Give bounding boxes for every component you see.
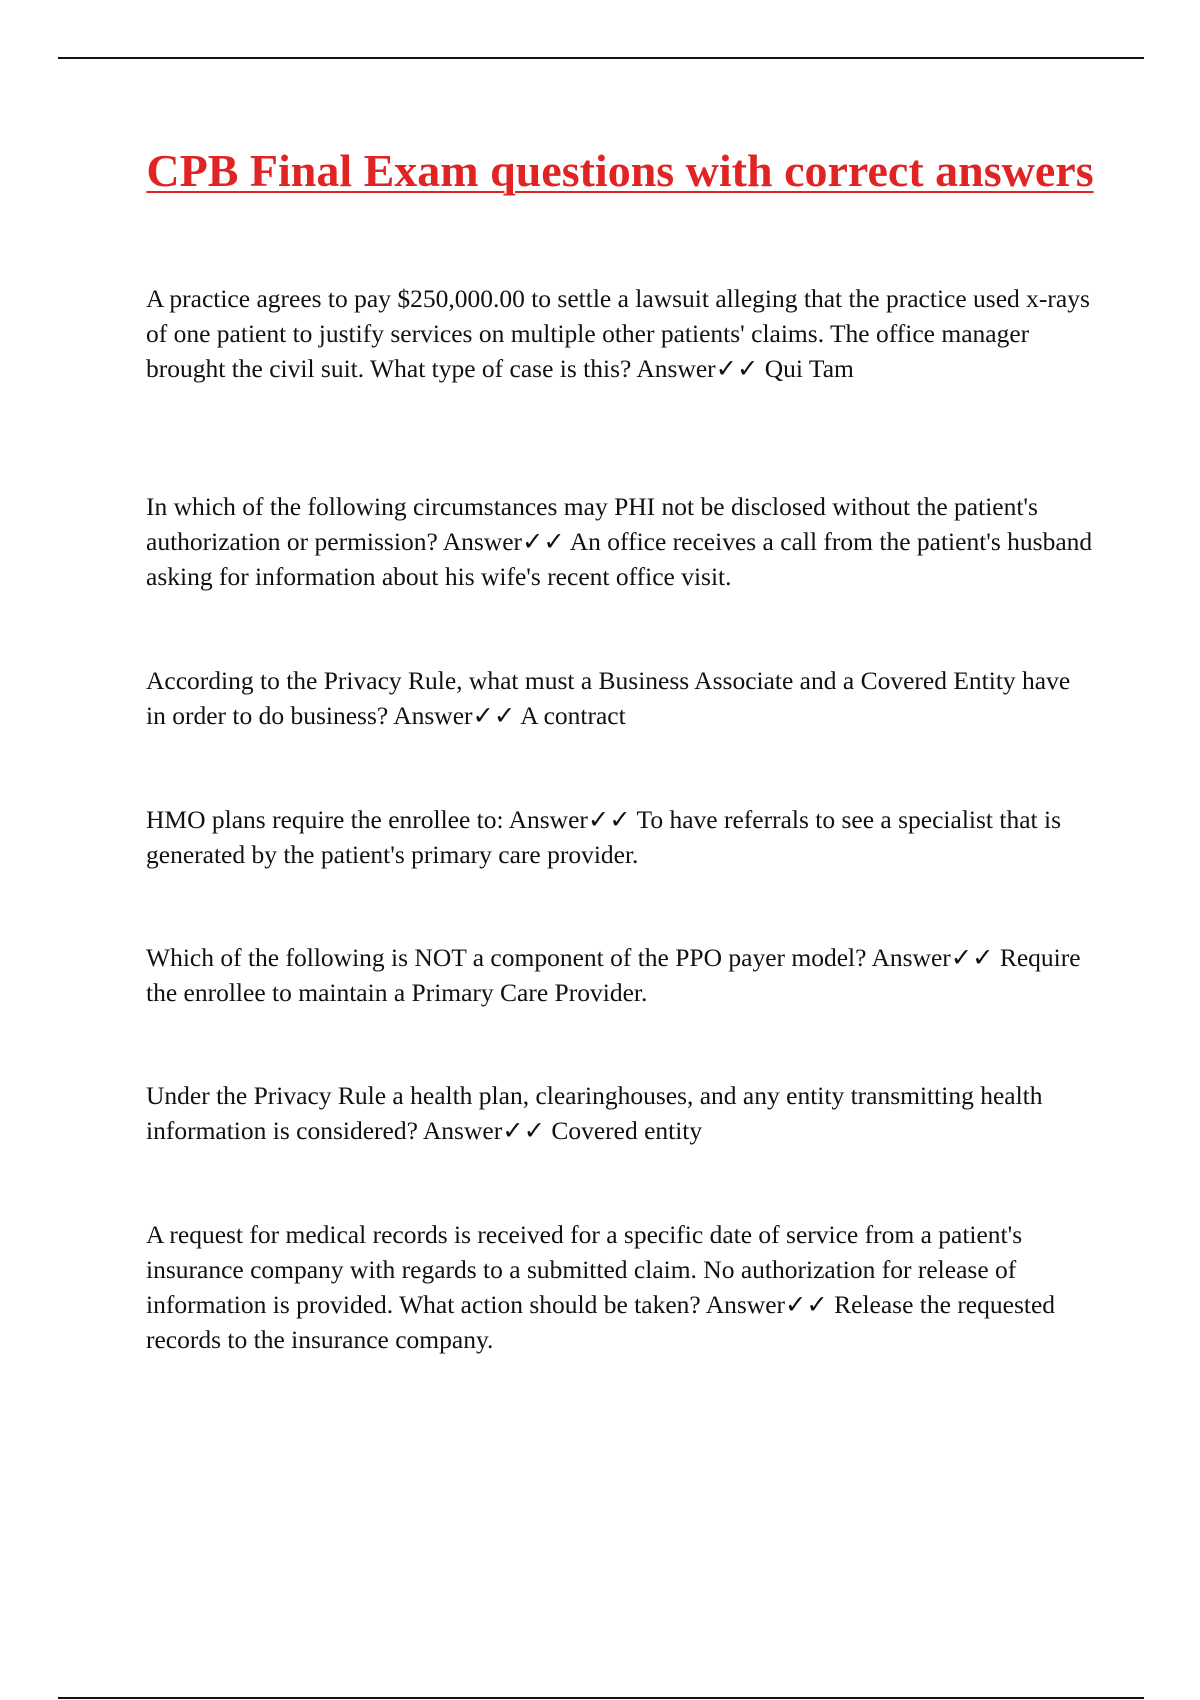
answer-marker: Answer✓✓ bbox=[705, 1290, 828, 1319]
answer-text: An office receives a call from the patient's husband asking for information about his wife's recent office visit. bbox=[146, 527, 1093, 591]
answer-marker: Answer✓✓ bbox=[442, 527, 565, 556]
answer-text: Require the enrollee to maintain a Primary Care Provider. bbox=[146, 943, 1081, 1007]
qa-item-4 bbox=[146, 802, 1096, 872]
answer-marker: Answer✓✓ bbox=[636, 354, 759, 383]
qa-item-5 bbox=[146, 940, 1096, 1010]
question-text: Under the Privacy Rule a health plan, clearinghouses, and any entity transmitting health information is considered? bbox=[146, 1081, 1043, 1145]
answer-text: Qui Tam bbox=[764, 354, 854, 383]
qa-item-2 bbox=[146, 489, 1096, 594]
qa-item-3 bbox=[146, 663, 1096, 733]
bottom-rule bbox=[58, 1697, 1144, 1699]
page-title: CPB Final Exam questions with correct answers bbox=[146, 145, 1094, 196]
qa-item-7 bbox=[146, 1217, 1096, 1357]
top-rule bbox=[58, 57, 1144, 59]
question-text: In which of the following circumstances may PHI not be disclosed without the patient's authorization or permission? bbox=[146, 492, 1038, 556]
question-text: HMO plans require the enrollee to: bbox=[146, 805, 504, 834]
answer-marker: Answer✓✓ bbox=[393, 701, 516, 730]
answer-marker: Answer✓✓ bbox=[508, 805, 631, 834]
answer-marker: Answer✓✓ bbox=[422, 1116, 545, 1145]
qa-item-1 bbox=[146, 281, 1096, 386]
answer-text: Covered entity bbox=[551, 1116, 703, 1145]
answer-text: To have referrals to see a specialist that is generated by the patient's primary care provider. bbox=[146, 805, 1062, 869]
answer-text: A contract bbox=[520, 701, 626, 730]
question-text: Which of the following is NOT a component of the PPO payer model? bbox=[146, 943, 867, 972]
answer-marker: Answer✓✓ bbox=[871, 943, 994, 972]
question-text: A practice agrees to pay $250,000.00 to settle a lawsuit alleging that the practice used x-rays of one patient to justify services on multiple other patients' claims. The office manager brought the civil suit. What type of case is this? bbox=[146, 284, 1090, 383]
answer-text: Release the requested records to the insurance company. bbox=[146, 1290, 1056, 1354]
qa-item-6 bbox=[146, 1078, 1096, 1148]
question-text: According to the Privacy Rule, what must a Business Associate and a Covered Entity have in order to do business? bbox=[146, 666, 1071, 730]
question-text: A request for medical records is received for a specific date of service from a patient's insurance company with regards to a submitted claim. No authorization for release of information is provided. What action should be taken? bbox=[146, 1220, 1023, 1319]
